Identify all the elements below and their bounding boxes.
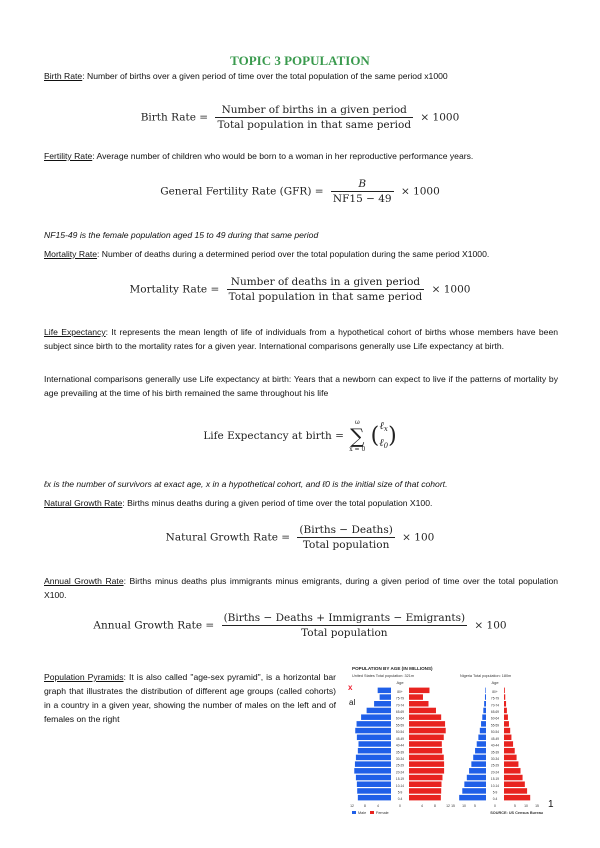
age-group-label: 0-4	[492, 797, 498, 802]
birth-rate-formula	[0, 104, 600, 131]
formula-numerator: (Births − Deaths)	[299, 524, 393, 536]
formula-numerator: B	[331, 178, 394, 192]
fertility-note: NF15-49 is the female population aged 15 to 49 during that same period	[44, 230, 319, 240]
male-bar-us-40-44	[359, 741, 392, 747]
formula-lhs: Natural Growth Rate =	[165, 531, 291, 544]
age-group-label: 20-24	[490, 770, 500, 775]
formula-numerator: Number of deaths in a given period	[227, 276, 425, 290]
mortality-rate-definition	[44, 248, 558, 262]
age-group-label: 0-4	[397, 797, 403, 802]
formula-lhs: Mortality Rate =	[129, 283, 220, 296]
mortality-rate-formula	[0, 276, 600, 303]
population-pyramid-text: : It is also called "age-sex pyramid", is a horizontal bar graph that illustrates the distribution of different age groups (called cohorts) in a country in a given year, showing the number of males on the left and of females on the right	[44, 672, 336, 724]
legend-male-label: Male	[358, 811, 367, 815]
male-bar-nigeria-15-19	[467, 775, 486, 781]
male-bar-us-50-54	[355, 728, 391, 734]
male-bar-us-60-64	[361, 714, 391, 720]
female-bar-us-30-34	[409, 755, 444, 761]
birth-rate-text: : Number of births over a given period of time over the total population of the same period x1000	[82, 71, 448, 81]
age-group-label: 5-9	[397, 790, 403, 795]
female-bar-us-25-29	[409, 761, 444, 767]
axis-tick-label: 12	[350, 804, 354, 808]
male-bar-nigeria-30-34	[473, 755, 486, 761]
formula-denominator: NF15 − 49	[332, 193, 392, 205]
male-bar-nigeria-65-69	[483, 708, 486, 714]
male-bar-nigeria-5-9	[462, 788, 486, 794]
female-bar-nigeria-70-74	[504, 701, 506, 707]
male-bar-nigeria-35-39	[475, 748, 486, 754]
male-bar-us-15-19	[356, 775, 391, 781]
axis-tick-label: 8	[434, 804, 436, 808]
sum-upper-limit: ω	[354, 419, 360, 426]
female-bar-us-20-24	[409, 768, 444, 774]
formula-multiplier: × 1000	[420, 111, 460, 124]
female-bar-nigeria-45-49	[504, 735, 511, 741]
age-group-label: 70-74	[395, 703, 405, 708]
male-bar-us-0-4	[358, 795, 391, 801]
male-bar-us-45-49	[357, 735, 391, 741]
female-bar-nigeria-5-9	[504, 788, 527, 794]
formula-numerator: (Births − Deaths + Immigrants − Emigrants)	[223, 612, 466, 624]
chart-title: POPULATION BY AGE (IN MILLIONS)	[352, 666, 433, 671]
page-title: TOPIC 3 POPULATION	[230, 53, 370, 68]
age-group-label: 45-49	[395, 736, 405, 741]
age-group-label: 5-9	[492, 790, 498, 795]
age-group-label: 75-79	[395, 696, 405, 701]
legend-female-swatch	[370, 811, 374, 814]
panel-title-us: United States Total population: 321m	[352, 674, 414, 678]
panel-title-nigeria: Nigeria Total population: 180m	[460, 674, 512, 678]
age-group-label: 60-64	[490, 716, 500, 721]
axis-tick-label: 0	[399, 804, 401, 808]
male-bar-us-70-74	[374, 701, 391, 707]
age-group-label: 10-14	[395, 783, 405, 788]
age-group-label: 70-74	[490, 703, 500, 708]
age-group-label: 65-69	[490, 710, 500, 715]
formula-denominator: ℓ	[379, 436, 384, 449]
natural-growth-formula	[0, 524, 600, 551]
formula-denominator: Total population in that same period	[217, 119, 412, 131]
axis-tick-label: 5	[514, 804, 516, 808]
life-expectancy-term: Life Expectancy	[44, 327, 106, 337]
axis-tick-label: 5	[474, 804, 476, 808]
male-bar-nigeria-25-29	[471, 761, 486, 767]
age-group-label: 35-39	[490, 750, 500, 755]
male-bar-us-5-9	[357, 788, 391, 794]
life-expectancy-text: : It represents the mean length of life of individuals from a hypothetical cohort of births whose members have been subject since birth to the mortality rates for a given year. International comparisons generally use Life expectancy at birth.	[44, 327, 558, 351]
female-bar-nigeria-25-29	[504, 761, 518, 767]
denominator-subscript: 0	[383, 441, 389, 450]
age-group-label: 25-29	[490, 763, 500, 768]
age-group-label: 35-39	[395, 750, 405, 755]
female-bar-us-10-14	[409, 781, 442, 787]
female-bar-nigeria-50-54	[504, 728, 510, 734]
female-bar-us-65-69	[409, 708, 436, 714]
formula-multiplier: × 100	[474, 619, 507, 632]
male-bar-us-10-14	[357, 781, 391, 787]
natural-growth-term: Natural Growth Rate	[44, 498, 123, 508]
age-group-label: 25-29	[395, 763, 405, 768]
sum-lower-limit: x = 0	[349, 446, 366, 453]
fertility-rate-formula	[0, 178, 600, 205]
female-bar-us-45-49	[409, 735, 444, 741]
formula-lhs: Life Expectancy at birth =	[203, 430, 344, 442]
page-number: 1	[548, 799, 554, 810]
life-expectancy-definition	[44, 326, 558, 353]
male-bar-us-80+	[378, 688, 391, 694]
female-bar-nigeria-0-4	[504, 795, 530, 801]
age-group-label: 65-69	[395, 710, 405, 715]
annual-growth-text: : Births minus deaths plus immigrants minus emigrants, during a given period of time over the total population X100.	[44, 576, 558, 600]
red-x-mark: x	[348, 683, 353, 692]
life-expectancy-note: ℓx is the number of survivors at exact age, x in a hypothetical cohort, and ℓ0 is the initial size of that cohort.	[44, 479, 448, 489]
population-pyramid-chart	[340, 662, 550, 817]
axis-tick-label: 10	[462, 804, 466, 808]
female-bar-nigeria-60-64	[504, 714, 508, 720]
formula-denominator: Total population in that same period	[228, 291, 423, 303]
fertility-rate-definition	[44, 150, 558, 164]
chart-source: SOURCE: US Census Bureau	[490, 811, 543, 815]
annual-growth-formula	[0, 612, 600, 639]
formula-lhs: General Fertility Rate (GFR) =	[160, 185, 324, 198]
female-bar-us-15-19	[409, 775, 442, 781]
al-mark: al	[349, 698, 356, 707]
female-bar-nigeria-55-59	[504, 721, 509, 727]
male-bar-nigeria-10-14	[464, 781, 486, 787]
population-pyramid-definition	[44, 670, 336, 726]
age-group-label: 15-19	[490, 777, 500, 782]
age-group-label: 50-54	[395, 730, 405, 735]
formula-numerator: Number of births in a given period	[215, 104, 413, 118]
formula-multiplier: × 100	[402, 531, 435, 544]
annual-growth-definition	[44, 575, 558, 602]
female-bar-nigeria-40-44	[504, 741, 513, 747]
female-bar-us-55-59	[409, 721, 445, 727]
female-bar-nigeria-20-24	[504, 768, 521, 774]
male-bar-us-35-39	[358, 748, 391, 754]
female-bar-nigeria-80+	[504, 688, 505, 694]
axis-tick-label: 12	[446, 804, 450, 808]
male-bar-us-25-29	[355, 761, 391, 767]
male-bar-us-30-34	[356, 755, 391, 761]
age-group-label: 40-44	[490, 743, 500, 748]
female-bar-us-0-4	[409, 795, 441, 801]
natural-growth-definition	[44, 497, 558, 511]
legend-female-label: Female	[376, 811, 389, 815]
age-group-label: 75-79	[490, 696, 500, 701]
age-group-label: 60-64	[395, 716, 405, 721]
female-bar-us-70-74	[409, 701, 429, 707]
female-bar-us-40-44	[409, 741, 442, 747]
male-bar-nigeria-45-49	[478, 735, 486, 741]
age-group-label: 40-44	[395, 743, 405, 748]
formula-multiplier: × 1000	[400, 185, 440, 198]
female-bar-us-50-54	[409, 728, 446, 734]
age-group-label: 50-54	[490, 730, 500, 735]
female-bar-nigeria-75-79	[504, 694, 505, 700]
axis-tick-label: 15	[535, 804, 539, 808]
male-bar-us-65-69	[367, 708, 391, 714]
age-label-nigeria: Age	[491, 680, 499, 685]
age-group-label: 80+	[492, 689, 498, 694]
female-bar-us-5-9	[409, 788, 441, 794]
population-pyramid-term: Population Pyramids	[44, 672, 124, 682]
age-group-label: 30-34	[490, 756, 500, 761]
age-group-label: 15-19	[395, 777, 405, 782]
annual-growth-term: Annual Growth Rate	[44, 576, 124, 586]
formula-multiplier: × 1000	[431, 283, 471, 296]
axis-tick-label: 4	[377, 804, 379, 808]
age-group-label: 30-34	[395, 756, 405, 761]
age-label-us: Age	[396, 680, 404, 685]
birth-rate-definition	[44, 70, 558, 84]
male-bar-us-20-24	[354, 768, 391, 774]
life-expectancy-formula: Life Expectancy at birth = ω ∑ x = 0 ( ℓ$_x$ ℓ$_0$ )	[203, 419, 397, 453]
axis-tick-label: 0	[494, 804, 496, 808]
female-bar-us-80+	[409, 688, 429, 694]
formula-denominator: Total population	[301, 627, 388, 639]
male-bar-nigeria-0-4	[459, 795, 486, 801]
male-bar-nigeria-50-54	[480, 728, 486, 734]
axis-tick-label: 10	[524, 804, 528, 808]
female-bar-nigeria-15-19	[504, 775, 523, 781]
female-bar-us-75-79	[409, 694, 423, 700]
axis-tick-label: 4	[421, 804, 423, 808]
female-bar-us-35-39	[409, 748, 442, 754]
birth-rate-term: Birth Rate	[44, 71, 83, 81]
age-group-label: 45-49	[490, 736, 500, 741]
female-bar-nigeria-65-69	[504, 708, 507, 714]
fertility-rate-text: : Average number of children who would be born to a woman in her reproductive performance years.	[92, 151, 474, 161]
formula-lhs: Annual Growth Rate =	[93, 619, 215, 632]
mortality-rate-term: Mortality Rate	[44, 249, 98, 259]
numerator-subscript: x	[383, 424, 388, 433]
male-bar-nigeria-75-79	[485, 694, 486, 700]
age-group-label: 20-24	[395, 770, 405, 775]
age-group-label: 10-14	[490, 783, 500, 788]
fertility-rate-term: Fertility Rate	[44, 151, 93, 161]
axis-tick-label: 8	[364, 804, 366, 808]
female-bar-nigeria-10-14	[504, 781, 525, 787]
age-group-label: 55-59	[490, 723, 500, 728]
male-bar-nigeria-20-24	[469, 768, 486, 774]
mortality-rate-text: : Number of deaths during a determined period over the total population during the same period X1000.	[97, 249, 490, 259]
age-group-label: 80+	[397, 689, 403, 694]
natural-growth-text: : Births minus deaths during a given period of time over the total population X100.	[122, 498, 433, 508]
male-bar-nigeria-55-59	[481, 721, 486, 727]
formula-lhs: Birth Rate =	[140, 111, 209, 124]
formula-numerator: ℓ	[379, 419, 384, 432]
legend-male-swatch	[352, 811, 356, 814]
age-group-label: 55-59	[395, 723, 405, 728]
male-bar-nigeria-80+	[485, 688, 486, 694]
male-bar-us-75-79	[380, 694, 391, 700]
female-bar-us-60-64	[409, 714, 441, 720]
female-bar-nigeria-35-39	[504, 748, 515, 754]
male-bar-nigeria-70-74	[484, 701, 486, 707]
female-bar-nigeria-30-34	[504, 755, 517, 761]
axis-tick-label: 15	[451, 804, 455, 808]
male-bar-nigeria-60-64	[482, 714, 486, 720]
life-expectancy-text-2: International comparisons generally use Life expectancy at birth: Years that a newborn can expect to live if the patterns of mortality by age prevailing at the time of his birth remained the same throughout his life	[44, 374, 558, 398]
formula-denominator: Total population	[302, 539, 390, 551]
male-bar-nigeria-40-44	[477, 741, 486, 747]
male-bar-us-55-59	[357, 721, 391, 727]
